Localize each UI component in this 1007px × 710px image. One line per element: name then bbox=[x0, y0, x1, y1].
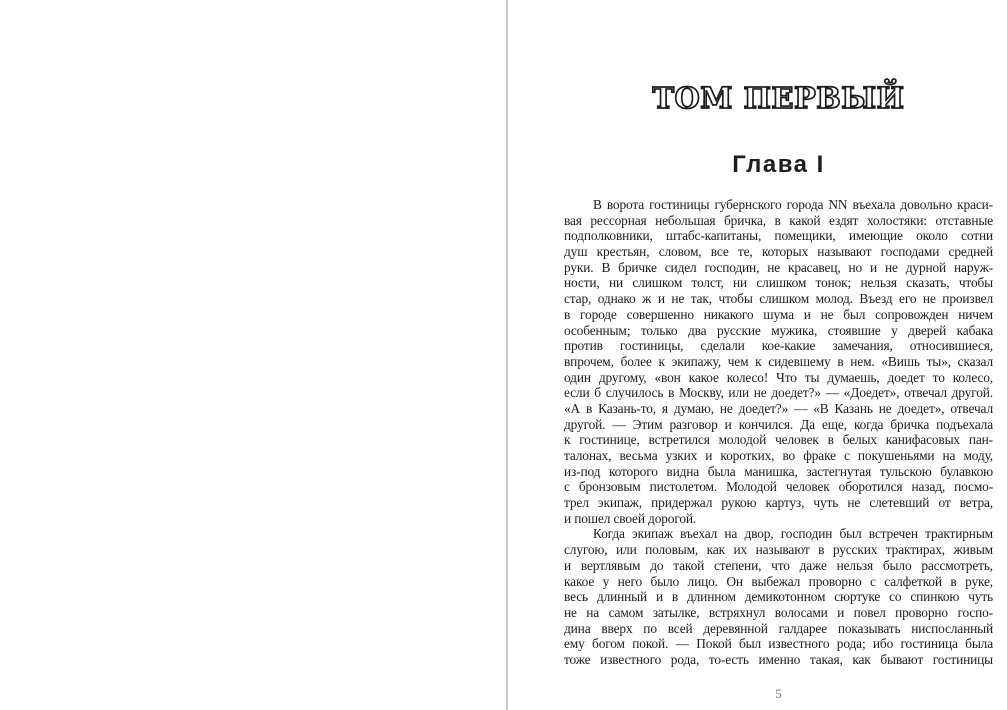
body-line: из-под которого видна была манишка, застегнутая тульскою булавкою bbox=[564, 463, 993, 479]
body-line: если б случилось в Москву, или не доедет?» — «Доедет», отвечал другой. bbox=[564, 385, 993, 401]
body-line: с бронзовым пистолетом. Молодой человек оборотился назад, посмо- bbox=[564, 479, 993, 495]
body-line: и вертлявым до такой степени, что даже нельзя было рассмотреть, bbox=[564, 557, 993, 573]
body-text bbox=[564, 197, 993, 668]
body-line: какое у него было лицо. Он выбежал проворно с салфеткой в руке, bbox=[564, 573, 993, 589]
body-line: дина вверх по всей деревянной галдарее показывать ниспосланный bbox=[564, 620, 993, 636]
body-line: талонах, весьма узких и коротких, во фраке с покушеньями на моду, bbox=[564, 448, 993, 463]
body-line: ности, ни слишком толст, ни слишком тонок; нельзя сказать, чтобы bbox=[564, 275, 993, 291]
page-number: 5 bbox=[775, 686, 782, 701]
body-line: против гостиницы, сделали кое-какие замечания, относившиеся, bbox=[564, 338, 993, 354]
body-line: руки. В бричке сидел господин, не красавец, но и не дурной наруж- bbox=[564, 259, 993, 275]
body-line: тоже известного рода, то-есть именно такая, как бывают гостиницы bbox=[564, 651, 993, 667]
body-line: душ крестьян, словом, все те, которых называют господами средней bbox=[564, 244, 993, 260]
body-line: В ворота гостиницы губернского города NN въехала довольно краси- bbox=[593, 197, 993, 212]
body-line: особенным; только два русские мужика, стоявшие у дверей кабака bbox=[564, 322, 993, 338]
body-line: Когда экипаж въехал на двор, господин был встречен трактирным bbox=[593, 526, 993, 542]
body-line: весь длинный и в длинном демикотонном сюртуке со спинкою чуть bbox=[564, 589, 993, 605]
page-spine-divider bbox=[506, 0, 508, 710]
body-line: к гостинице, встретился молодой человек в белых канифасовых пан- bbox=[564, 432, 993, 448]
chapter-title: Глава I bbox=[732, 151, 825, 178]
right-page bbox=[564, 0, 993, 710]
body-line: подполковники, штабс-капитаны, помещики, имеющие около сотни bbox=[564, 228, 993, 244]
body-line: вая рессорная небольшая бричка, в какой ездят холостяки: отставные bbox=[564, 212, 993, 228]
volume-title: ТОМ ПЕРВЫЙ bbox=[652, 81, 905, 115]
body-line: стар, однако ж и не так, чтобы слишком молод. Въезд его не произвел bbox=[564, 291, 993, 307]
body-line: впрочем, более к экипажу, чем к сидевшему в нем. «Вишь ты», сказал bbox=[564, 353, 993, 369]
body-line: другой. — Этим разговор и кончился. Да еще, когда бричка подъехала bbox=[564, 416, 993, 432]
body-line: ему богом покой. — Покой был известного рода; ибо гостиница была bbox=[564, 636, 993, 652]
body-line: слугою, или половым, как их называют в русских трактирах, живым bbox=[564, 542, 993, 558]
body-line: в городе совершенно никакого шума и не был сопровожден ничем bbox=[564, 306, 993, 322]
body-line: и пошел своей дорогой. bbox=[564, 510, 697, 526]
body-line: «А в Казань-то, я думаю, не доедет?» — «В Казань не доедет», отвечал bbox=[564, 400, 993, 416]
body-line: трел экипаж, придержал рукою картуз, чуть не слетевший от ветра, bbox=[564, 495, 993, 511]
body-line: один другому, «вон какое колесо! Что ты думаешь, доедет то колесо, bbox=[564, 369, 993, 385]
body-line: не на самом затылке, встряхнул волосами и повел проворно госпо- bbox=[564, 604, 993, 620]
